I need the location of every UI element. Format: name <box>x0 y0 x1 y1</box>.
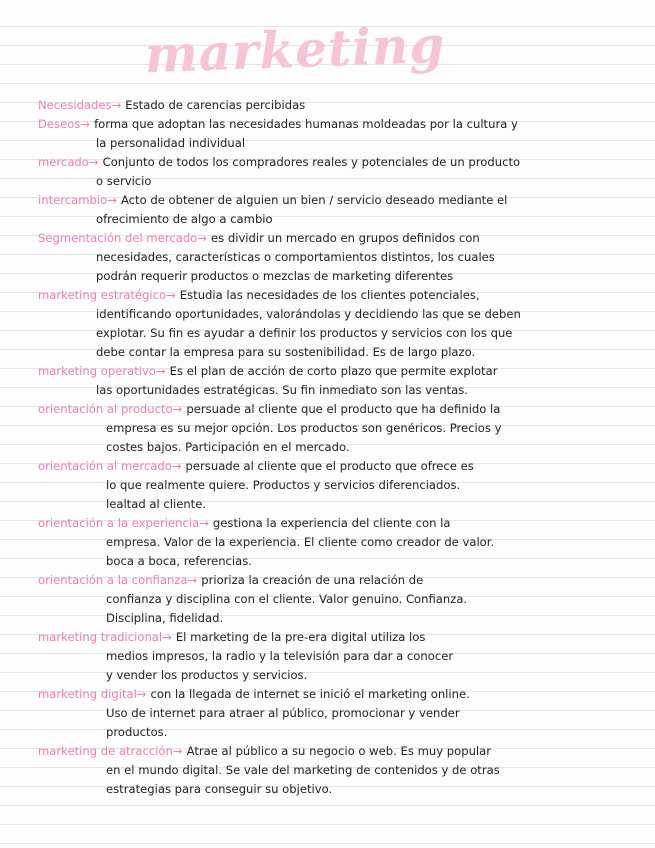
entry-definition: persuade al cliente que el producto que ofrece es <box>185 459 474 473</box>
entry-first-line <box>38 153 520 172</box>
entry-continuation-line: empresa. Valor de la experiencia. El cliente como creador de valor. <box>106 535 495 549</box>
entry-continuation-line: Uso de internet para atraer al público, promocionar y vender <box>106 706 460 720</box>
arrow-icon: → <box>111 98 122 112</box>
entry-term: Necesidades <box>38 98 112 112</box>
arrow-icon: → <box>187 573 198 587</box>
entry-term: Segmentación del mercado <box>38 231 198 245</box>
page-title: marketing <box>143 14 447 85</box>
arrow-icon: → <box>162 630 172 644</box>
arrow-icon: → <box>88 155 99 169</box>
entry-definition: gestiona la experiencia del cliente con la <box>212 516 451 530</box>
entry-definition: El marketing de la pre-era digital utiliza los <box>175 630 426 644</box>
entry-continuation-line: Disciplina, fidelidad. <box>106 611 224 625</box>
entry-first-line <box>38 457 474 476</box>
entry-continuation-line: identificando oportunidades, valorándolas y decidiendo las que se deben <box>96 307 521 321</box>
entry-definition: persuade al cliente que el producto que ha definido la <box>186 402 501 416</box>
entry-term: orientación a la experiencia <box>38 516 200 530</box>
entry-definition: es dividir un mercado en grupos definidos con <box>211 231 480 245</box>
entry-continuation-line: ofrecimiento de algo a cambio <box>96 212 273 226</box>
entry-first-line <box>38 115 518 134</box>
entry-term: marketing operativo <box>38 364 156 378</box>
entry-continuation-line: productos. <box>106 725 168 739</box>
arrow-icon: → <box>197 231 207 245</box>
entry-first-line <box>38 742 491 761</box>
entry-first-line <box>38 400 500 419</box>
entry-first-line <box>38 685 470 704</box>
arrow-icon: → <box>80 117 91 131</box>
entry-term: marketing digital <box>38 687 137 701</box>
entry-continuation-line: boca a boca, referencias. <box>106 554 252 568</box>
entry-term: marketing tradicional <box>38 630 163 644</box>
entry-first-line <box>38 229 480 248</box>
entry-term: marketing de atracción <box>38 744 173 758</box>
arrow-icon: → <box>171 459 182 473</box>
entry-continuation-line: en el mundo digital. Se vale del marketing de contenidos y de otras <box>106 763 500 777</box>
entry-definition: prioriza la creación de una relación de <box>201 573 424 587</box>
entry-continuation-line: estrategias para conseguir su objetivo. <box>106 782 333 796</box>
entry-continuation-line: empresa es su mejor opción. Los productos son genéricos. Precios y <box>106 421 502 435</box>
entry-continuation-line: lo que realmente quiere. Productos y servicios diferenciados. <box>106 478 461 492</box>
arrow-icon: → <box>172 744 183 758</box>
entry-definition: Atrae al público a su negocio o web. Es muy popular <box>186 744 492 758</box>
entry-first-line <box>38 96 305 115</box>
entry-term: orientación al mercado <box>38 459 172 473</box>
entry-term: intercambio <box>38 193 108 207</box>
entry-definition: con la llegada de internet se inició el marketing online. <box>150 687 470 701</box>
entry-continuation-line: medios impresos, la radio y la televisión para dar a conocer <box>106 649 454 663</box>
entry-first-line <box>38 362 497 381</box>
entry-first-line <box>38 191 507 210</box>
entry-first-line <box>38 628 425 647</box>
entry-continuation-line: explotar. Su fin es ayudar a definir los productos y servicios con los que <box>96 326 513 340</box>
entry-term: mercado <box>38 155 89 169</box>
entry-first-line <box>38 571 423 590</box>
entry-first-line <box>38 514 450 533</box>
entry-continuation-line: costes bajos. Participación en el mercado. <box>106 440 350 454</box>
arrow-icon: → <box>199 516 209 530</box>
entry-continuation-line: o servicio <box>96 174 152 188</box>
arrow-icon: → <box>107 193 117 207</box>
entry-continuation-line: lealtad al cliente. <box>106 497 207 511</box>
entry-term: marketing estratégico <box>38 288 167 302</box>
entry-continuation-line: la personalidad individual <box>96 136 246 150</box>
entry-continuation-line: debe contar la empresa para su sostenibilidad. Es de largo plazo. <box>96 345 476 359</box>
entry-term: Deseos <box>38 117 81 131</box>
entry-continuation-line: las oportunidades estratégicas. Su fin inmediato son las ventas. <box>96 383 468 397</box>
arrow-icon: → <box>166 288 176 302</box>
entry-definition: Acto de obtener de alguien un bien / servicio deseado mediante el <box>120 193 508 207</box>
entry-first-line <box>38 286 480 305</box>
entry-term: orientación al producto <box>38 402 173 416</box>
entry-continuation-line: confianza y disciplina con el cliente. Valor genuino. Confianza. <box>106 592 468 606</box>
entry-term: orientación a la confianza <box>38 573 188 587</box>
entry-definition: Estudia las necesidades de los clientes potenciales, <box>179 288 480 302</box>
arrow-icon: → <box>172 402 183 416</box>
entry-continuation-line: podrán requerir productos o mezclas de marketing diferentes <box>96 269 454 283</box>
entry-definition: Conjunto de todos los compradores reales y potenciales de un producto <box>102 155 521 169</box>
arrow-icon: → <box>136 687 147 701</box>
entry-continuation-line: necesidades, características o comportamientos distintos, los cuales <box>96 250 495 264</box>
entry-continuation-line: y vender los productos y servicios. <box>106 668 308 682</box>
entry-definition: Es el plan de acción de corto plazo que permite explotar <box>169 364 498 378</box>
arrow-icon: → <box>155 364 166 378</box>
entry-definition: forma que adoptan las necesidades humanas moldeadas por la cultura y <box>94 117 518 131</box>
entry-definition: Estado de carencias percibidas <box>125 98 306 112</box>
